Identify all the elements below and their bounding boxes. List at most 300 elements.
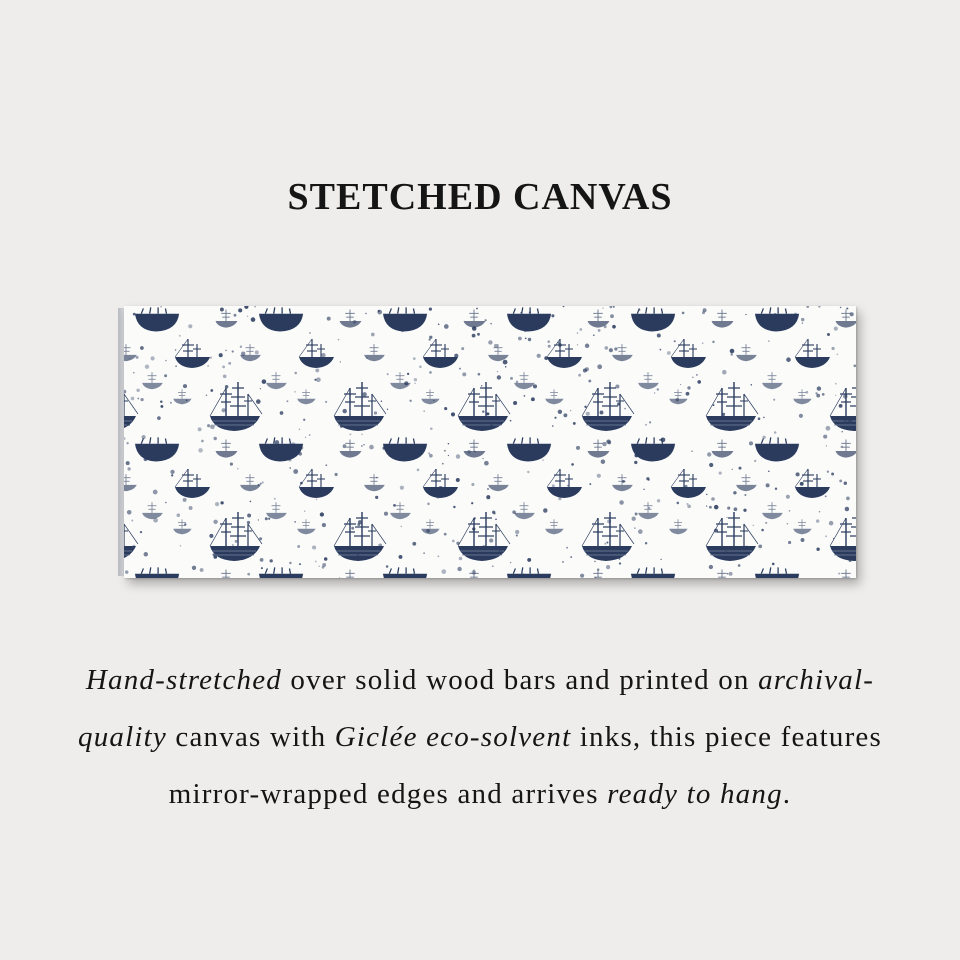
ship-motif bbox=[464, 440, 486, 458]
star-dot bbox=[706, 494, 708, 496]
star-dot bbox=[850, 312, 854, 316]
star-dot bbox=[847, 420, 852, 425]
star-dot bbox=[709, 506, 712, 509]
ship-motif bbox=[631, 567, 675, 578]
star-dot bbox=[225, 350, 227, 352]
ship-motif bbox=[259, 307, 303, 331]
star-dot bbox=[494, 344, 498, 348]
star-dot bbox=[584, 406, 586, 408]
star-dot bbox=[309, 434, 311, 436]
star-dot bbox=[144, 552, 149, 557]
star-dot bbox=[543, 508, 547, 512]
ship-motif bbox=[545, 519, 563, 534]
star-dot bbox=[692, 377, 694, 379]
star-dot bbox=[815, 392, 817, 394]
star-dot bbox=[170, 470, 174, 474]
star-dot bbox=[817, 386, 821, 390]
star-dot bbox=[617, 402, 620, 405]
ship-motif bbox=[135, 437, 179, 461]
star-dot bbox=[586, 412, 590, 416]
star-dot bbox=[393, 504, 396, 507]
ship-motif bbox=[671, 469, 706, 498]
star-dot bbox=[220, 501, 223, 504]
ship-motif bbox=[173, 519, 191, 534]
ship-motif bbox=[216, 570, 238, 578]
ship-motif bbox=[299, 469, 334, 498]
star-dot bbox=[152, 315, 156, 319]
star-dot bbox=[400, 486, 404, 490]
star-dot bbox=[843, 394, 848, 399]
ship-motif bbox=[582, 382, 634, 431]
star-dot bbox=[340, 361, 341, 362]
star-dot bbox=[235, 540, 238, 543]
star-dot bbox=[570, 410, 572, 412]
star-dot bbox=[563, 413, 567, 417]
star-dot bbox=[461, 347, 464, 350]
ship-motif bbox=[240, 474, 261, 491]
ship-motif bbox=[124, 344, 137, 361]
star-dot bbox=[244, 306, 248, 309]
ship-motif bbox=[364, 474, 385, 491]
ship-motif bbox=[612, 474, 633, 491]
star-dot bbox=[459, 557, 463, 561]
star-dot bbox=[369, 445, 374, 450]
star-dot bbox=[632, 517, 636, 521]
star-dot bbox=[622, 480, 625, 483]
star-dot bbox=[552, 425, 554, 427]
ship-pattern-artwork bbox=[124, 306, 856, 578]
star-dot bbox=[399, 449, 402, 452]
star-dot bbox=[589, 483, 591, 485]
star-dot bbox=[361, 445, 362, 446]
star-dot bbox=[300, 482, 303, 485]
star-dot bbox=[528, 338, 531, 341]
star-dot bbox=[796, 472, 800, 476]
ship-motif bbox=[142, 502, 163, 519]
star-dot bbox=[657, 388, 659, 390]
ship-motif bbox=[135, 307, 179, 331]
star-dot bbox=[365, 313, 366, 314]
star-dot bbox=[136, 356, 139, 359]
star-dot bbox=[722, 370, 727, 375]
star-dot bbox=[453, 506, 455, 508]
ship-motif bbox=[631, 307, 675, 331]
star-dot bbox=[384, 512, 388, 516]
star-dot bbox=[619, 562, 621, 564]
star-dot bbox=[472, 570, 477, 575]
star-dot bbox=[381, 400, 382, 401]
star-dot bbox=[265, 517, 268, 520]
star-dot bbox=[153, 518, 158, 523]
star-dot bbox=[573, 422, 576, 425]
star-dot bbox=[304, 510, 306, 512]
star-dot bbox=[513, 401, 517, 405]
star-dot bbox=[467, 450, 471, 454]
star-dot bbox=[343, 444, 347, 448]
ship-motif bbox=[423, 469, 458, 498]
star-dot bbox=[247, 521, 250, 524]
star-dot bbox=[371, 333, 375, 337]
star-dot bbox=[136, 389, 139, 392]
ship-motif bbox=[638, 502, 659, 519]
star-dot bbox=[547, 340, 550, 343]
star-dot bbox=[763, 417, 765, 419]
star-dot bbox=[585, 367, 589, 371]
star-dot bbox=[147, 451, 150, 454]
star-dot bbox=[499, 421, 503, 425]
star-dot bbox=[321, 353, 325, 357]
ship-motif bbox=[266, 502, 287, 519]
star-dot bbox=[299, 428, 301, 430]
star-dot bbox=[268, 518, 270, 520]
star-dot bbox=[766, 483, 770, 487]
star-dot bbox=[578, 374, 581, 377]
star-dot bbox=[649, 421, 651, 423]
star-dot bbox=[774, 313, 776, 315]
star-dot bbox=[639, 451, 641, 453]
star-dot bbox=[433, 400, 435, 402]
star-dot bbox=[839, 404, 843, 408]
ship-motif bbox=[340, 440, 362, 458]
star-dot bbox=[180, 545, 182, 547]
description-segment: over solid wood bars and printed on bbox=[281, 664, 759, 696]
star-dot bbox=[754, 460, 756, 462]
star-dot bbox=[528, 444, 532, 448]
star-dot bbox=[799, 414, 803, 418]
ship-motif bbox=[507, 307, 551, 331]
star-dot bbox=[251, 317, 256, 322]
star-dot bbox=[165, 502, 167, 504]
star-dot bbox=[635, 513, 638, 516]
star-dot bbox=[537, 354, 541, 358]
star-dot bbox=[758, 417, 761, 420]
star-dot bbox=[489, 538, 493, 542]
star-dot bbox=[175, 349, 177, 351]
ship-motif bbox=[793, 519, 811, 534]
star-dot bbox=[378, 543, 382, 547]
star-dot bbox=[376, 477, 378, 479]
ship-motif bbox=[755, 437, 799, 461]
star-dot bbox=[300, 446, 303, 449]
star-dot bbox=[827, 471, 829, 473]
star-dot bbox=[444, 450, 446, 452]
star-dot bbox=[486, 412, 489, 415]
star-dot bbox=[254, 306, 255, 307]
description-segment: canvas with bbox=[166, 721, 335, 753]
star-dot bbox=[145, 364, 149, 368]
ship-motif bbox=[259, 567, 303, 578]
star-dot bbox=[270, 559, 273, 562]
star-dot bbox=[325, 401, 327, 403]
star-dot bbox=[816, 519, 819, 522]
star-dot bbox=[232, 556, 233, 557]
ship-motif bbox=[259, 437, 303, 461]
star-dot bbox=[562, 561, 564, 563]
star-dot bbox=[510, 420, 512, 422]
star-dot bbox=[471, 483, 474, 486]
star-dot bbox=[624, 408, 626, 410]
star-dot bbox=[660, 349, 662, 351]
star-dot bbox=[198, 427, 202, 431]
star-dot bbox=[719, 472, 722, 475]
star-dot bbox=[657, 334, 661, 338]
star-dot bbox=[685, 485, 688, 488]
star-dot bbox=[744, 546, 748, 550]
star-dot bbox=[529, 311, 531, 313]
star-dot bbox=[188, 324, 192, 328]
description-segment: archival-quality bbox=[78, 664, 875, 753]
star-dot bbox=[324, 557, 328, 561]
star-dot bbox=[401, 329, 404, 332]
star-dot bbox=[544, 356, 548, 360]
star-dot bbox=[271, 324, 275, 328]
star-dot bbox=[260, 483, 262, 485]
star-dot bbox=[739, 467, 742, 470]
star-dot bbox=[438, 324, 440, 326]
star-dot bbox=[552, 484, 555, 487]
star-dot bbox=[129, 358, 130, 359]
star-dot bbox=[843, 418, 847, 422]
star-dot bbox=[210, 357, 212, 359]
ship-motif bbox=[299, 339, 334, 368]
star-dot bbox=[834, 327, 838, 331]
star-dot bbox=[441, 569, 446, 574]
star-dot bbox=[615, 384, 619, 388]
star-dot bbox=[613, 306, 615, 308]
ship-motif bbox=[340, 310, 362, 328]
star-dot bbox=[497, 375, 501, 379]
star-dot bbox=[775, 488, 777, 490]
star-dot bbox=[404, 381, 408, 385]
star-dot bbox=[291, 442, 296, 447]
star-dot bbox=[841, 446, 844, 449]
star-dot bbox=[207, 424, 210, 427]
star-dot bbox=[697, 380, 701, 384]
star-dot bbox=[516, 381, 518, 383]
star-dot bbox=[240, 556, 245, 561]
star-dot bbox=[772, 563, 775, 566]
star-dot bbox=[849, 559, 852, 562]
ship-motif bbox=[216, 310, 238, 328]
star-dot bbox=[222, 365, 225, 368]
star-dot bbox=[429, 454, 433, 458]
ship-motif bbox=[588, 570, 610, 578]
star-dot bbox=[471, 502, 473, 504]
star-dot bbox=[482, 410, 485, 413]
ship-motif bbox=[297, 389, 315, 404]
star-dot bbox=[436, 495, 440, 499]
star-dot bbox=[459, 368, 461, 370]
star-dot bbox=[751, 384, 753, 386]
star-dot bbox=[170, 402, 172, 404]
star-dot bbox=[604, 543, 606, 545]
star-dot bbox=[730, 353, 732, 355]
ship-motif bbox=[210, 382, 262, 431]
star-dot bbox=[363, 444, 364, 445]
star-dot bbox=[794, 313, 796, 315]
star-dot bbox=[414, 378, 417, 381]
star-dot bbox=[567, 485, 569, 487]
star-dot bbox=[557, 342, 559, 344]
star-dot bbox=[186, 399, 188, 401]
star-dot bbox=[722, 413, 725, 416]
star-dot bbox=[571, 463, 574, 466]
star-dot bbox=[674, 340, 676, 342]
star-dot bbox=[606, 565, 610, 569]
star-dot bbox=[126, 461, 130, 465]
star-dot bbox=[274, 498, 276, 500]
star-dot bbox=[725, 551, 727, 553]
star-dot bbox=[524, 395, 526, 397]
star-dot bbox=[577, 332, 579, 334]
star-dot bbox=[133, 372, 135, 374]
star-dot bbox=[835, 383, 837, 385]
star-dot bbox=[452, 540, 455, 543]
star-dot bbox=[588, 380, 591, 383]
description-segment: inks, this piece features mirror-wrapped edges and arrives bbox=[168, 721, 882, 810]
star-dot bbox=[838, 573, 840, 575]
star-dot bbox=[297, 545, 300, 548]
page-title: STETCHED CANVAS bbox=[287, 176, 673, 218]
star-dot bbox=[320, 512, 324, 516]
star-dot bbox=[816, 548, 819, 551]
star-dot bbox=[712, 341, 714, 343]
star-dot bbox=[429, 371, 432, 374]
ship-motif bbox=[458, 512, 510, 561]
star-dot bbox=[801, 318, 804, 321]
star-dot bbox=[429, 307, 432, 310]
star-dot bbox=[682, 312, 685, 315]
star-dot bbox=[417, 469, 420, 472]
ship-motif bbox=[671, 339, 706, 368]
star-dot bbox=[125, 570, 128, 573]
star-dot bbox=[319, 566, 320, 567]
star-dot bbox=[485, 319, 487, 321]
star-dot bbox=[451, 412, 455, 416]
star-dot bbox=[686, 503, 688, 505]
star-dot bbox=[826, 426, 831, 431]
star-dot bbox=[488, 340, 492, 344]
ship-motif bbox=[712, 310, 734, 328]
star-dot bbox=[349, 433, 351, 435]
ship-motif bbox=[124, 474, 137, 491]
star-dot bbox=[749, 441, 753, 445]
star-dot bbox=[525, 337, 527, 339]
star-dot bbox=[275, 440, 280, 445]
star-dot bbox=[846, 497, 850, 501]
star-dot bbox=[711, 417, 713, 419]
ship-motif bbox=[547, 339, 582, 368]
ship-motif bbox=[334, 512, 386, 561]
ship-motif bbox=[514, 372, 535, 389]
star-dot bbox=[124, 390, 126, 394]
star-dot bbox=[192, 566, 196, 570]
star-dot bbox=[482, 545, 485, 548]
star-dot bbox=[542, 459, 543, 460]
star-dot bbox=[482, 458, 484, 460]
star-dot bbox=[165, 360, 167, 362]
star-dot bbox=[677, 502, 680, 505]
star-dot bbox=[419, 365, 422, 368]
star-dot bbox=[703, 308, 707, 312]
star-dot bbox=[444, 407, 447, 410]
star-dot bbox=[773, 399, 775, 401]
star-dot bbox=[597, 568, 599, 570]
star-dot bbox=[262, 379, 267, 384]
star-dot bbox=[520, 312, 522, 314]
ship-motif bbox=[514, 502, 535, 519]
star-dot bbox=[598, 329, 601, 332]
star-dot bbox=[842, 431, 843, 432]
star-dot bbox=[825, 495, 827, 497]
star-dot bbox=[484, 461, 489, 466]
ship-motif bbox=[142, 372, 163, 389]
star-dot bbox=[833, 538, 834, 539]
star-dot bbox=[787, 523, 788, 524]
star-dot bbox=[179, 335, 181, 337]
star-dot bbox=[298, 452, 302, 456]
star-dot bbox=[548, 345, 551, 348]
star-dot bbox=[223, 374, 227, 378]
star-dot bbox=[490, 323, 492, 325]
star-dot bbox=[209, 534, 213, 538]
star-dot bbox=[407, 373, 409, 375]
star-dot bbox=[442, 463, 444, 465]
star-dot bbox=[473, 517, 475, 519]
star-dot bbox=[210, 389, 213, 392]
star-dot bbox=[806, 306, 809, 308]
star-dot bbox=[210, 424, 215, 429]
product-description bbox=[60, 652, 900, 823]
star-dot bbox=[551, 314, 554, 317]
star-dot bbox=[732, 469, 733, 470]
star-dot bbox=[361, 433, 363, 435]
star-dot bbox=[259, 537, 262, 540]
star-dot bbox=[429, 339, 431, 341]
star-dot bbox=[606, 541, 608, 543]
star-dot bbox=[260, 558, 264, 562]
ship-motif bbox=[464, 310, 486, 328]
star-dot bbox=[758, 545, 762, 549]
star-dot bbox=[827, 333, 830, 336]
ship-motif bbox=[547, 469, 582, 498]
star-dot bbox=[614, 347, 617, 350]
star-dot bbox=[706, 505, 707, 506]
star-dot bbox=[530, 459, 532, 461]
ship-motif bbox=[297, 519, 315, 534]
star-dot bbox=[676, 398, 680, 402]
star-dot bbox=[789, 510, 791, 512]
star-dot bbox=[256, 399, 261, 404]
star-dot bbox=[444, 324, 449, 329]
star-dot bbox=[524, 328, 528, 332]
star-dot bbox=[521, 574, 524, 577]
star-dot bbox=[247, 514, 251, 518]
star-dot bbox=[219, 353, 223, 357]
star-dot bbox=[654, 392, 655, 393]
star-dot bbox=[768, 470, 770, 472]
star-dot bbox=[457, 567, 461, 571]
star-dot bbox=[222, 408, 226, 412]
star-dot bbox=[486, 495, 490, 499]
star-dot bbox=[510, 377, 513, 380]
star-dot bbox=[474, 451, 476, 453]
star-dot bbox=[558, 343, 562, 347]
star-dot bbox=[825, 535, 827, 537]
star-dot bbox=[774, 431, 777, 434]
star-dot bbox=[566, 547, 568, 549]
star-dot bbox=[570, 556, 572, 558]
